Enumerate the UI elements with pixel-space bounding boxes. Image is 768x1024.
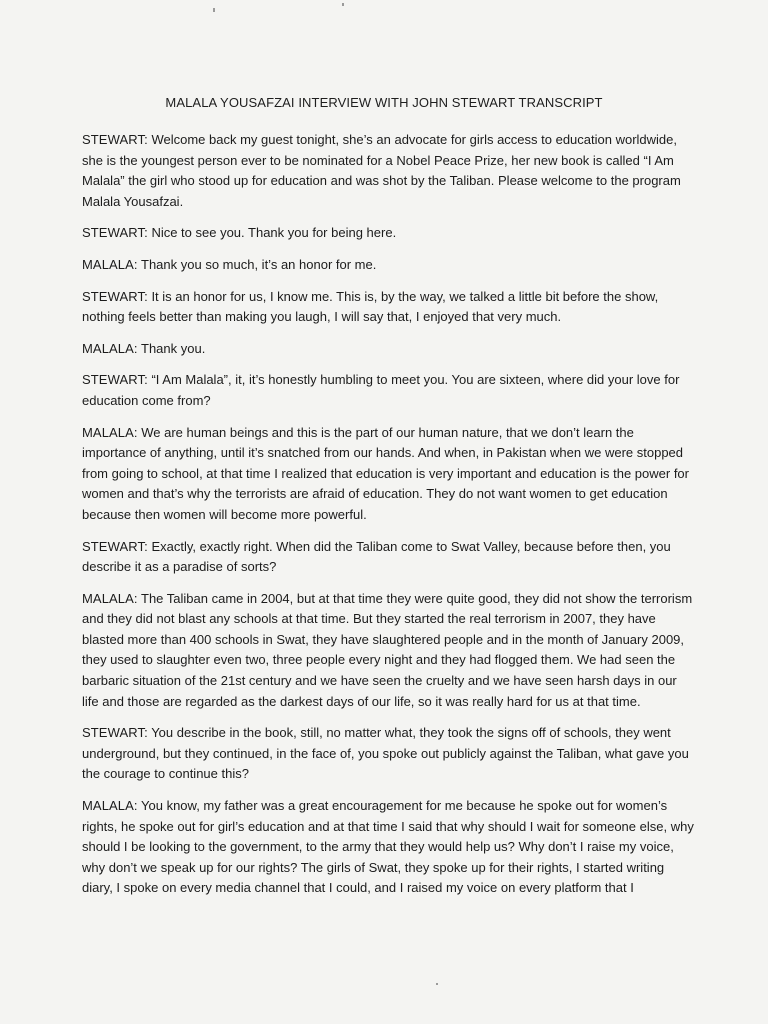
speech-text: “I Am Malala”, it, it’s honestly humbling to meet you. You are sixteen, where did your love for education come from? [82,372,680,408]
speech-text: Welcome back my guest tonight, she’s an advocate for girls access to education worldwide, she is the youngest person ever to be nominated for a Nobel Peace Prize, her new book is called “I Am Malala” the girl who stood up for education and was shot by the Taliban. Please welcome to the program Malala Yousafzai. [82,132,681,209]
speech-text: Thank you so much, it’s an honor for me. [141,256,377,272]
transcript-paragraph [82,723,694,785]
transcript-paragraph [82,255,694,276]
speaker-label: MALALA: [82,340,138,356]
transcript-paragraph [82,796,694,899]
speech-text: You describe in the book, still, no matter what, they took the signs off of schools, they went underground, but they continued, in the face of, you spoke out publicly against the Taliban, what gave you the courage to continue this? [82,725,689,782]
speech-text: The Taliban came in 2004, but at that time they were quite good, they did not show the terrorism and they did not blast any schools at that time. But they started the real terrorism in 2007, they have blasted more than 400 schools in Swat, they have slaughtered people and in the month of January 2009, they used to slaughter even two, three people every night and they had flogged them. We had seen the barbaric situation of the 21st century and we have seen the cruelty and we have seen harsh days in our life and those are regarded as the darkest days of our life, so it was really hard for us at that time. [82,590,693,709]
transcript-paragraph [82,589,694,713]
speaker-label: MALALA: [82,256,138,272]
speaker-label: STEWART: [82,372,148,388]
speaker-label: MALALA: [82,424,138,440]
speech-text: Exactly, exactly right. When did the Taliban come to Swat Valley, because before then, you describe it as a paradise of sorts? [82,538,671,575]
speech-text: It is an honor for us, I know me. This is, by the way, we talked a little bit before the show, nothing feels better than making you laugh, I will say that, I enjoyed that very much. [82,288,659,325]
speech-text: Nice to see you. Thank you for being here. [151,225,397,241]
speaker-label: MALALA: [82,798,138,814]
scan-speck [436,983,438,985]
speaker-label: STEWART: [82,132,148,147]
transcript-paragraph [82,537,694,578]
transcript-paragraph [82,370,694,411]
transcript-paragraph [82,339,694,360]
transcript-paragraph [82,287,694,328]
transcript-paragraph [82,130,694,212]
speech-text: Thank you. [141,340,206,356]
speaker-label: STEWART: [82,288,148,304]
transcript-paragraph [82,223,694,244]
scan-speck [342,3,344,6]
speaker-label: STEWART: [82,225,148,241]
document-title: MALALA YOUSAFZAI INTERVIEW WITH JOHN STEWART TRANSCRIPT [165,95,603,110]
speaker-label: MALALA: [82,590,138,606]
transcript-paragraph [82,423,694,526]
scan-speck [213,8,215,12]
transcript-body [82,130,694,910]
speaker-label: STEWART: [82,538,148,554]
speech-text: You know, my father was a great encouragement for me because he spoke out for women’s rights, he spoke out for girl’s education and at that time I said that why should I wait for someone else, why should I be looking to the government, to the army that they would help us? Why don’t I raise my voice, why don’t we speak up for our rights? The girls of Swat, they spoke up for their rights, I started writing diary, I spoke on every media channel that I could, and I raised my voice on every platform that I [82,798,694,896]
speech-text: We are human beings and this is the part of our human nature, that we don’t learn the importance of anything, until it’s snatched from our hands. And when, in Pakistan when we were stopped from going to school, at that time I realized that education is very important and education is the power for women and that’s why the terrorists are afraid of education. They do not want women to get education because then women will become more powerful. [82,424,689,522]
speaker-label: STEWART: [82,725,148,741]
